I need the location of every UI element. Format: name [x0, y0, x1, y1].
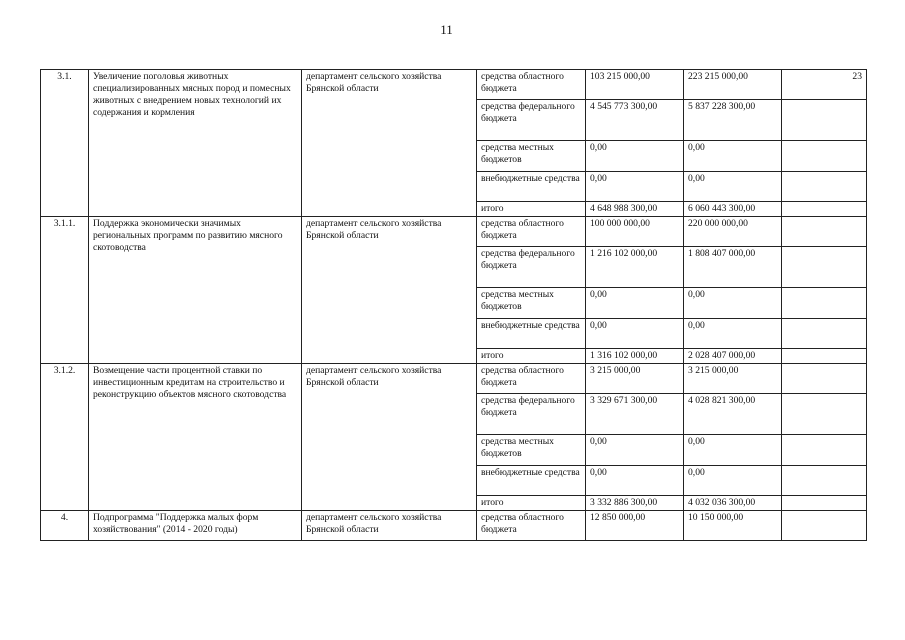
funding-source: внебюджетные средства: [477, 466, 586, 496]
funding-source: внебюджетные средства: [477, 172, 586, 202]
funding-source: средства федерального бюджета: [477, 247, 586, 288]
funding-source: итого: [477, 349, 586, 364]
empty-cell: [782, 141, 867, 172]
empty-cell: [782, 217, 867, 247]
empty-cell: [782, 172, 867, 202]
funding-source: средства областного бюджета: [477, 511, 586, 541]
funding-source: итого: [477, 496, 586, 511]
amount-2: 4 032 036 300,00: [684, 496, 782, 511]
empty-cell: [782, 466, 867, 496]
empty-cell: [782, 394, 867, 435]
funding-source: средства областного бюджета: [477, 70, 586, 100]
amount-1: 100 000 000,00: [586, 217, 684, 247]
event-title: Подпрограмма "Поддержка малых форм хозяйствования" (2014 - 2020 годы): [89, 511, 302, 541]
funding-source: средства местных бюджетов: [477, 288, 586, 319]
row-number: 3.1.2.: [41, 364, 89, 511]
amount-2: 220 000 000,00: [684, 217, 782, 247]
amount-2: 223 215 000,00: [684, 70, 782, 100]
funding-source: средства федерального бюджета: [477, 100, 586, 141]
row-number: 3.1.: [41, 70, 89, 217]
amount-2: 10 150 000,00: [684, 511, 782, 541]
amount-2: 0,00: [684, 288, 782, 319]
event-title: Увеличение поголовья животных специализированных мясных пород и помесных животных с внедрением новых технологий их содержания и кормления: [89, 70, 302, 217]
empty-cell: [782, 319, 867, 349]
amount-1: 0,00: [586, 172, 684, 202]
empty-cell: [782, 364, 867, 394]
funding-source: внебюджетные средства: [477, 319, 586, 349]
amount-1: 3 215 000,00: [586, 364, 684, 394]
page-number: 11: [440, 22, 453, 37]
amount-1: 3 329 671 300,00: [586, 394, 684, 435]
amount-2: 0,00: [684, 466, 782, 496]
amount-1: 103 215 000,00: [586, 70, 684, 100]
extra-value: 23: [782, 70, 867, 100]
amount-2: 1 808 407 000,00: [684, 247, 782, 288]
empty-cell: [782, 288, 867, 319]
event-title: Поддержка экономически значимых региональных программ по развитию мясного скотоводства: [89, 217, 302, 364]
amount-2: 0,00: [684, 319, 782, 349]
funding-source: итого: [477, 202, 586, 217]
event-title: Возмещение части процентной ставки по инвестиционным кредитам на строительство и реконструкцию объектов мясного скотоводства: [89, 364, 302, 511]
amount-1: 3 332 886 300,00: [586, 496, 684, 511]
amount-1: 0,00: [586, 288, 684, 319]
executor: департамент сельского хозяйства Брянской области: [302, 511, 477, 541]
empty-cell: [782, 496, 867, 511]
amount-1: 1 316 102 000,00: [586, 349, 684, 364]
amount-2: 0,00: [684, 435, 782, 466]
amount-1: 0,00: [586, 435, 684, 466]
executor: департамент сельского хозяйства Брянской области: [302, 217, 477, 364]
amount-2: 2 028 407 000,00: [684, 349, 782, 364]
amount-1: 1 216 102 000,00: [586, 247, 684, 288]
program-funding-table: [40, 69, 867, 541]
funding-source: средства областного бюджета: [477, 364, 586, 394]
empty-cell: [782, 100, 867, 141]
table-row: [41, 511, 867, 541]
empty-cell: [782, 247, 867, 288]
amount-2: 6 060 443 300,00: [684, 202, 782, 217]
amount-2: 0,00: [684, 172, 782, 202]
amount-1: 12 850 000,00: [586, 511, 684, 541]
row-number: 4.: [41, 511, 89, 541]
amount-1: 0,00: [586, 319, 684, 349]
empty-cell: [782, 435, 867, 466]
funding-source: средства федерального бюджета: [477, 394, 586, 435]
amount-1: 4 545 773 300,00: [586, 100, 684, 141]
amount-1: 0,00: [586, 466, 684, 496]
row-number: 3.1.1.: [41, 217, 89, 364]
amount-1: 4 648 988 300,00: [586, 202, 684, 217]
funding-source: средства областного бюджета: [477, 217, 586, 247]
empty-cell: [782, 511, 867, 541]
amount-2: 5 837 228 300,00: [684, 100, 782, 141]
executor: департамент сельского хозяйства Брянской области: [302, 70, 477, 217]
table-row: [41, 364, 867, 394]
empty-cell: [782, 349, 867, 364]
funding-source: средства местных бюджетов: [477, 141, 586, 172]
executor: департамент сельского хозяйства Брянской области: [302, 364, 477, 511]
amount-2: 3 215 000,00: [684, 364, 782, 394]
funding-source: средства местных бюджетов: [477, 435, 586, 466]
amount-1: 0,00: [586, 141, 684, 172]
empty-cell: [782, 202, 867, 217]
amount-2: 0,00: [684, 141, 782, 172]
table-row: [41, 70, 867, 100]
table-row: [41, 217, 867, 247]
amount-2: 4 028 821 300,00: [684, 394, 782, 435]
